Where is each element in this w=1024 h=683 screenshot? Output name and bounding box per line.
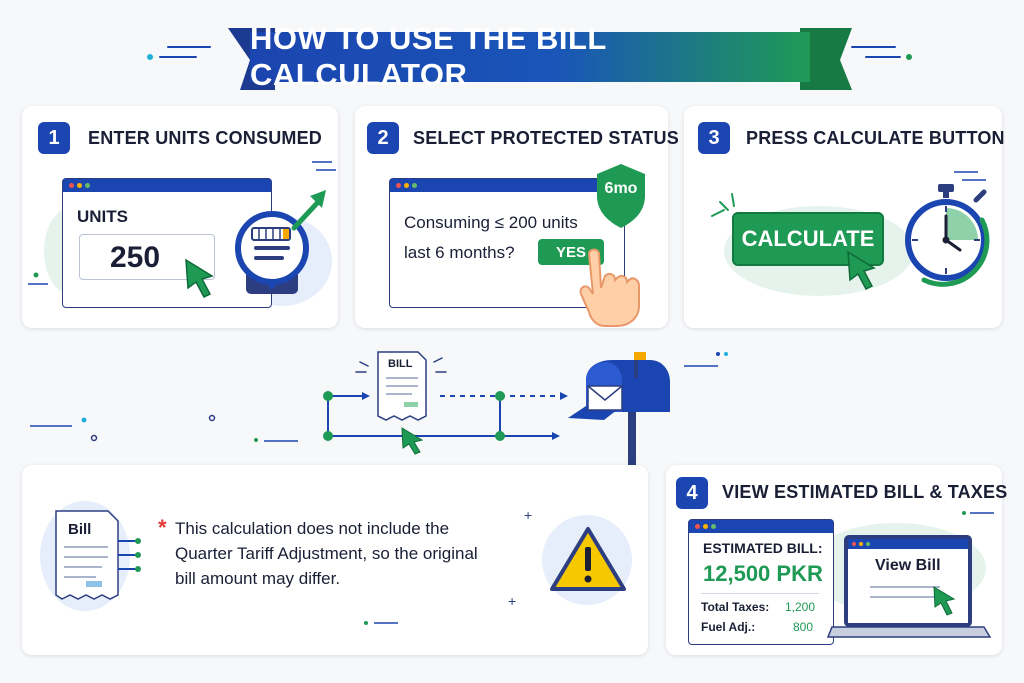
step-2-title: SELECT PROTECTED STATUS bbox=[413, 128, 679, 148]
page-title: HOW TO USE THE BILL CALCULATOR bbox=[250, 21, 607, 92]
total-taxes-value: 1,200 bbox=[785, 600, 816, 614]
step-2-number: 2 bbox=[367, 122, 399, 154]
protected-question-line1: Consuming ≤ 200 units bbox=[404, 213, 578, 232]
step-3-title: PRESS CALCULATE BUTTON bbox=[746, 128, 1005, 148]
pointing-hand-icon bbox=[575, 244, 655, 328]
note-line-3: bill amount may differ. bbox=[175, 569, 341, 588]
estimated-bill-label: ESTIMATED BILL: bbox=[703, 540, 823, 556]
fuel-adj-label: Fuel Adj.: bbox=[701, 620, 756, 634]
step-4-number: 4 bbox=[676, 477, 708, 509]
units-input-value: 250 bbox=[110, 241, 161, 274]
fuel-adj-value: 800 bbox=[793, 620, 814, 634]
calculate-button-label: CALCULATE bbox=[741, 226, 875, 251]
note-card: Bill * This calculation does not include the Quarter Tariff Adjustment, so the original bill amount may differ. + + bbox=[22, 465, 648, 655]
warning-icon bbox=[548, 525, 628, 595]
yes-button-label: YES bbox=[555, 243, 586, 261]
stopwatch-icon bbox=[894, 180, 994, 290]
step-3-card bbox=[684, 106, 1005, 328]
step-1-title: ENTER UNITS CONSUMED bbox=[88, 128, 323, 148]
mailbox-icon bbox=[568, 352, 670, 466]
note-asterisk: * bbox=[158, 515, 167, 540]
view-bill-label[interactable]: View Bill bbox=[875, 557, 941, 574]
flow-diagram bbox=[0, 340, 1024, 470]
units-label: UNITS bbox=[77, 207, 128, 226]
laptop-icon bbox=[830, 531, 994, 643]
note-line-1: This calculation does not include the bbox=[175, 519, 450, 538]
arrow-up-icon bbox=[284, 188, 334, 238]
note-bill-label: Bill bbox=[68, 521, 92, 538]
step-4-card bbox=[666, 465, 1008, 655]
flow-bill-label: BILL bbox=[388, 358, 413, 370]
step-1-card bbox=[22, 106, 338, 328]
cursor-icon bbox=[844, 248, 880, 292]
step-1-number: 1 bbox=[38, 122, 70, 154]
bill-document-icon bbox=[52, 507, 142, 605]
step-3-number: 3 bbox=[698, 122, 730, 154]
cursor-icon bbox=[182, 256, 222, 302]
shield-label: 6mo bbox=[604, 180, 638, 197]
step-4-title: VIEW ESTIMATED BILL & TAXES bbox=[722, 482, 1008, 502]
protected-question-line2: last 6 months? bbox=[404, 243, 515, 262]
note-line-2: Quarter Tariff Adjustment, so the original bbox=[175, 544, 478, 563]
total-taxes-label: Total Taxes: bbox=[701, 600, 770, 614]
estimated-bill-window bbox=[688, 519, 834, 645]
step-2-card bbox=[355, 106, 679, 328]
estimated-bill-value: 12,500 PKR bbox=[703, 561, 823, 586]
